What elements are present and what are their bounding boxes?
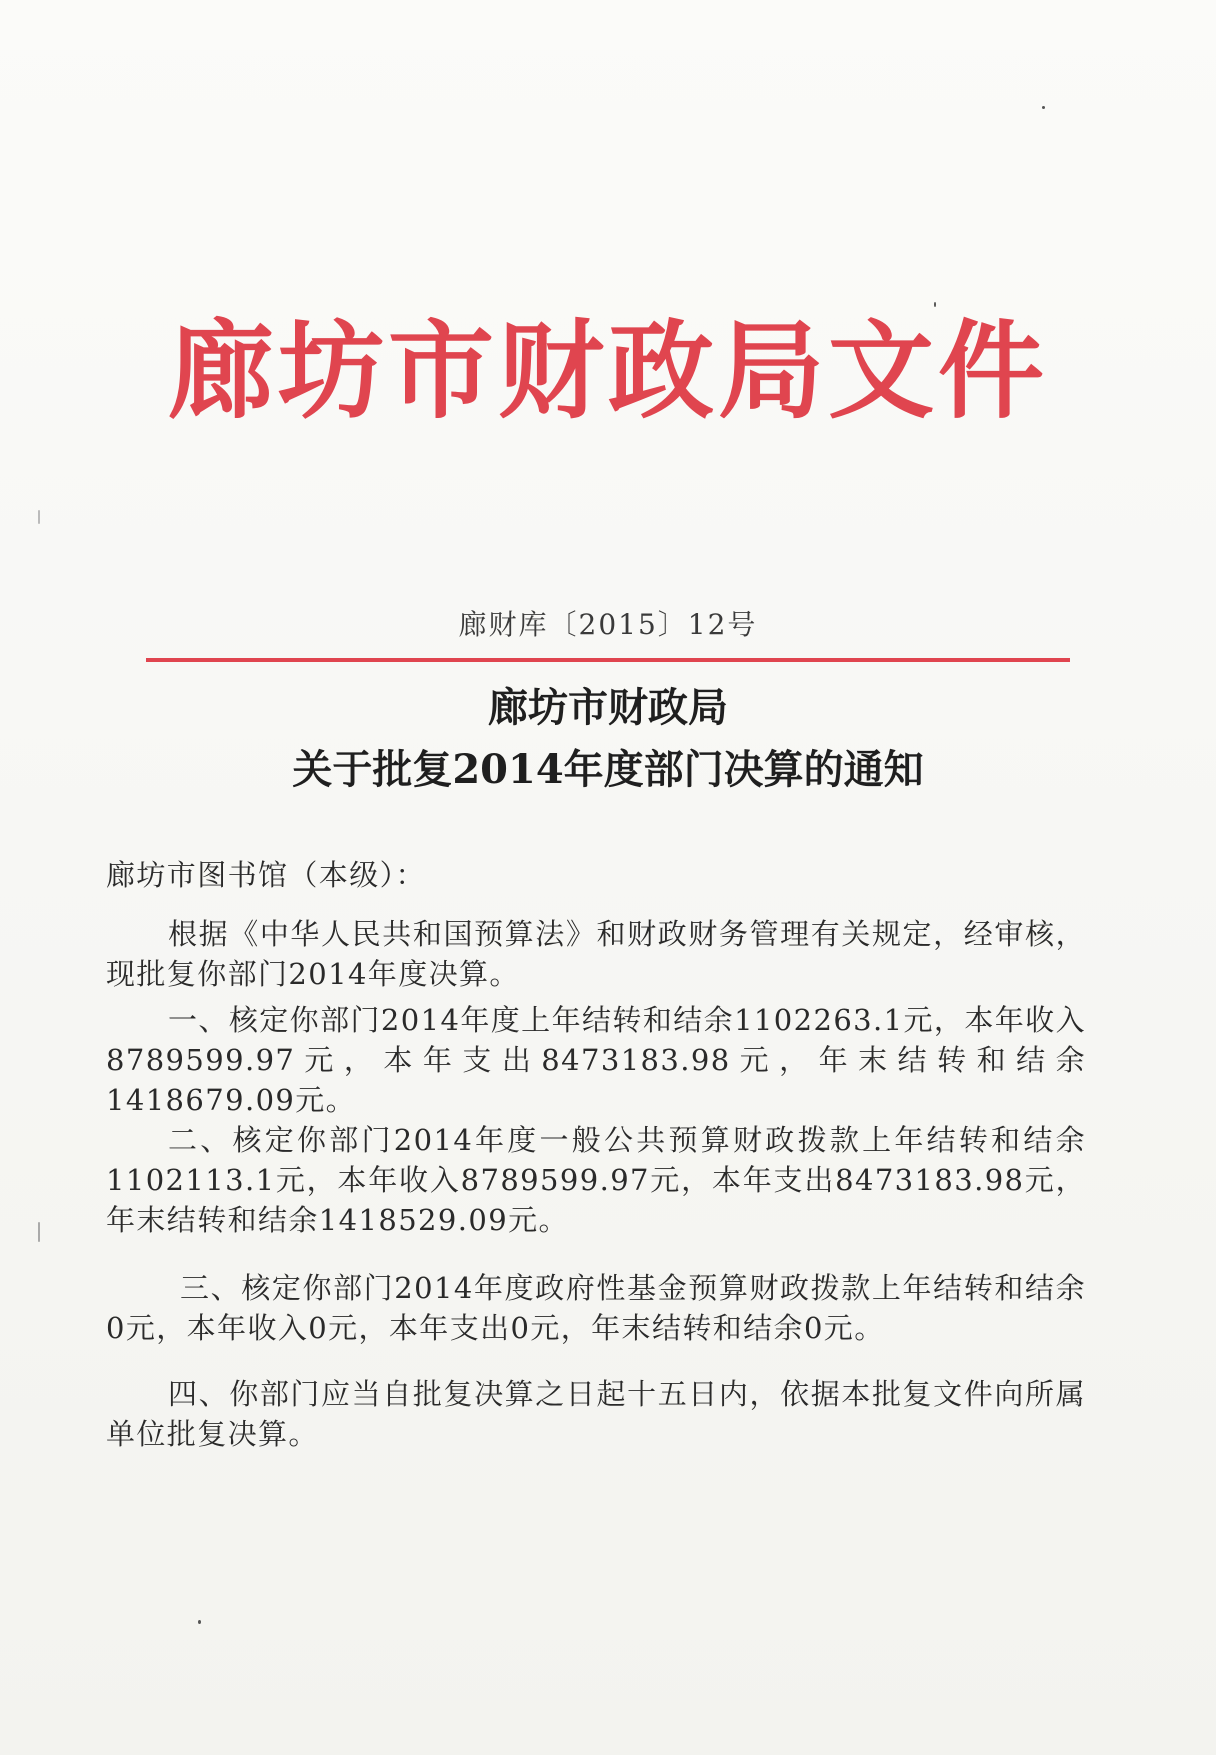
paragraph-item-3: 三、核定你部门2014年度政府性基金预算财政拨款上年结转和结余0元，本年收入0元，本年支出0元，年末结转和结余0元。	[106, 1271, 1086, 1345]
paragraph-item-1: 一、核定你部门2014年度上年结转和结余1102263.1元，本年收入8789599.97元，本年支出8473183.98元，年末结转和结余1418679.09元。	[106, 1003, 1086, 1117]
scan-speck	[38, 1222, 40, 1242]
document-title-line-1: 廊坊市财政局	[488, 684, 728, 731]
scan-speck	[934, 302, 936, 307]
scan-speck	[1042, 106, 1045, 109]
document-title-line-2: 关于批复2014年度部门决算的通知	[292, 746, 924, 793]
paragraph-item-2: 二、核定你部门2014年度一般公共预算财政拨款上年结转和结余1102113.1元，本年收入8789599.97元，本年支出8473183.98元，年末结转和结余1418529.09元。	[106, 1123, 1086, 1237]
scan-speck	[198, 1620, 201, 1624]
red-divider	[146, 658, 1070, 662]
scan-speck	[38, 510, 40, 524]
document-number: 廊财库〔2015〕12号	[458, 608, 758, 641]
salutation: 廊坊市图书馆（本级）：	[106, 858, 426, 892]
paragraph-intro: 根据《中华人民共和国预算法》和财政财务管理有关规定，经审核，现批复你部门2014年度决算。	[106, 917, 1086, 991]
agency-file-header: 廊坊市财政局文件	[168, 308, 1048, 433]
paragraph-item-4: 四、你部门应当自批复决算之日起十五日内，依据本批复文件向所属单位批复决算。	[106, 1377, 1086, 1451]
